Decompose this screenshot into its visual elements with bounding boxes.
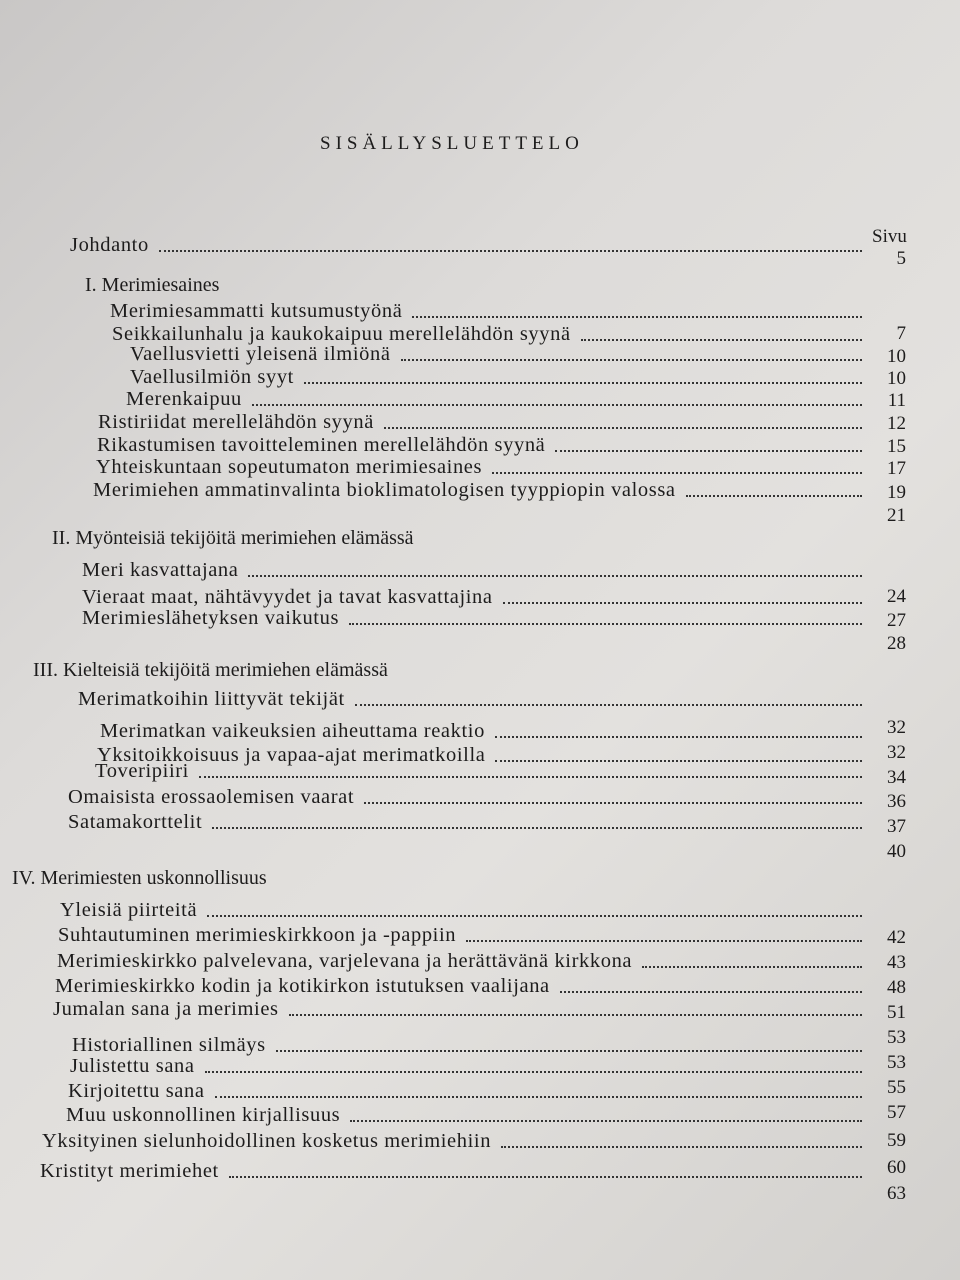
entry-page-number: 53 [887, 1027, 906, 1048]
entry-title: Merimieslähetyksen vaikutus [82, 607, 340, 629]
dot-leader [207, 915, 862, 917]
entry-title: Vaellusilmiön syyt [130, 366, 294, 388]
toc-entry[interactable] [55, 975, 866, 998]
dot-leader [355, 704, 862, 706]
chapter-heading: IV. Merimiesten uskonnollisuus [12, 867, 267, 889]
dot-leader [212, 827, 862, 829]
entry-title: Merimiehen ammatinvalinta bioklimatologisen tyyppiopin valossa [93, 479, 676, 501]
entry-page-number: 10 [887, 346, 906, 367]
toc-entry[interactable] [68, 786, 866, 809]
entry-page-number: 40 [887, 841, 906, 862]
entry-page-number: 12 [887, 413, 906, 434]
dot-leader [252, 404, 862, 406]
chapter-heading: I. Merimiesaines [85, 274, 220, 296]
dot-leader [581, 339, 862, 341]
dot-leader [466, 940, 862, 942]
entry-page-number: 37 [887, 816, 906, 837]
entry-title: Julistettu sana [70, 1055, 195, 1077]
entry-title: Merimatkoihin liittyvät tekijät [78, 688, 345, 710]
entry-title: Merenkaipuu [126, 388, 242, 410]
entry-title: Merimieskirkko palvelevana, varjelevana ja herättävänä kirkkona [57, 950, 633, 972]
chapter-heading: III. Kielteisiä tekijöitä merimiehen elämässä [33, 659, 388, 681]
toc-entry[interactable] [98, 411, 866, 434]
entry-title: Yleisiä piirteitä [60, 899, 198, 921]
dot-leader [642, 966, 862, 968]
toc-entry[interactable] [82, 559, 866, 582]
entry-page-number: 59 [887, 1130, 906, 1151]
toc-entry[interactable] [110, 300, 866, 323]
dot-leader [495, 736, 862, 738]
toc-entry[interactable] [53, 998, 866, 1021]
toc-entry[interactable] [82, 586, 866, 609]
entry-title: Satamakorttelit [68, 811, 203, 833]
dot-leader [501, 1146, 862, 1148]
entry-title: Muu uskonnollinen kirjallisuus [66, 1104, 341, 1126]
entry-title: Rikastumisen tavoitteleminen merellelähdön syynä [97, 434, 546, 456]
dot-leader [384, 427, 862, 429]
entry-title: Toveripiiri [95, 760, 189, 782]
toc-entry[interactable] [130, 343, 866, 366]
dot-leader [229, 1176, 862, 1178]
entry-page-number: 7 [896, 323, 906, 344]
entry-page-number: 51 [887, 1002, 906, 1023]
dot-leader [199, 776, 862, 778]
dot-leader [304, 382, 862, 384]
entry-page-number: 5 [896, 248, 906, 269]
entry-page-number: 32 [887, 717, 906, 738]
entry-title: Vieraat maat, nähtävyydet ja tavat kasvattajina [82, 586, 493, 608]
dot-leader [401, 359, 862, 361]
entry-page-number: 48 [887, 977, 906, 998]
entry-title: Omaisista erossaolemisen vaarat [68, 786, 355, 808]
toc-entry[interactable] [82, 607, 866, 630]
page-title: SISÄLLYSLUETTELO [320, 133, 584, 154]
toc-entry[interactable] [72, 1034, 866, 1057]
entry-title: Vaellusvietti yleisenä ilmiönä [130, 343, 391, 365]
entry-page-number: 21 [887, 505, 906, 526]
toc-entry[interactable] [126, 388, 866, 411]
entry-title: Jumalan sana ja merimies [53, 998, 279, 1020]
dot-leader [555, 450, 862, 452]
toc-entry[interactable] [130, 366, 866, 389]
entry-page-number: 28 [887, 633, 906, 654]
toc-entry[interactable] [70, 1055, 866, 1078]
chapter-heading: II. Myönteisiä tekijöitä merimiehen elämässä [52, 527, 414, 549]
entry-page-number: 10 [887, 368, 906, 389]
entry-title: Suhtautuminen merimieskirkkoon ja -pappiin [58, 924, 457, 946]
entry-title: Merimatkan vaikeuksien aiheuttama reaktio [100, 720, 485, 742]
entry-title: Merimieskirkko kodin ja kotikirkon istutuksen vaalijana [55, 975, 550, 997]
entry-title: Historiallinen silmäys [72, 1034, 266, 1056]
dot-leader [503, 602, 862, 604]
toc-entry[interactable] [96, 456, 866, 479]
entry-page-number: 36 [887, 791, 906, 812]
entry-title: Ristiriidat merellelähdön syynä [98, 411, 374, 433]
toc-entry[interactable] [68, 811, 866, 834]
entry-page-number: 11 [887, 390, 906, 411]
entry-title: Yksityinen sielunhoidollinen kosketus merimiehiin [42, 1130, 492, 1152]
entry-title: Kirjoitettu sana [68, 1080, 205, 1102]
dot-leader [349, 623, 862, 625]
dot-leader [492, 472, 862, 474]
toc-entry[interactable] [93, 479, 866, 502]
dot-leader [276, 1050, 862, 1052]
entry-title: Kristityt merimiehet [40, 1160, 219, 1182]
entry-page-number: 63 [887, 1183, 906, 1204]
toc-entry[interactable] [66, 1104, 866, 1127]
toc-entry[interactable] [68, 1080, 866, 1103]
toc-entry[interactable] [40, 1160, 866, 1183]
toc-entry[interactable] [42, 1130, 866, 1153]
entry-page-number: 24 [887, 586, 906, 607]
dot-leader [364, 802, 862, 804]
entry-page-number: 60 [887, 1157, 906, 1178]
dot-leader [205, 1071, 862, 1073]
dot-leader [560, 991, 862, 993]
dot-leader [248, 575, 862, 577]
dot-leader [350, 1120, 862, 1122]
entry-page-number: 43 [887, 952, 906, 973]
entry-title: Meri kasvattajana [82, 559, 239, 581]
entry-title: Merimiesammatti kutsumustyönä [110, 300, 403, 322]
entry-page-number: 19 [887, 482, 906, 503]
toc-entry[interactable] [100, 720, 866, 743]
toc-entry[interactable] [95, 760, 866, 783]
entry-title: Seikkailunhalu ja kaukokaipuu merellelähdön syynä [112, 323, 571, 345]
entry-page-number: 53 [887, 1052, 906, 1073]
toc-entry[interactable] [70, 234, 866, 257]
entry-page-number: 17 [887, 458, 906, 479]
entry-page-number: 32 [887, 742, 906, 763]
dot-leader [215, 1096, 862, 1098]
toc-entry[interactable] [57, 950, 866, 973]
dot-leader [686, 495, 862, 497]
entry-page-number: 34 [887, 767, 906, 788]
entry-title: Johdanto [70, 234, 149, 256]
entry-page-number: 27 [887, 610, 906, 631]
entry-page-number: 57 [887, 1102, 906, 1123]
dot-leader [289, 1014, 862, 1016]
toc-entry[interactable] [58, 924, 866, 947]
page-column-label: Sivu [872, 226, 907, 247]
entry-page-number: 15 [887, 436, 906, 457]
entry-title: Yksitoikkoisuus ja vapaa-ajat merimatkoilla [97, 744, 486, 766]
toc-entry[interactable] [97, 434, 866, 457]
entry-page-number: 42 [887, 927, 906, 948]
entry-page-number: 55 [887, 1077, 906, 1098]
toc-entry[interactable] [78, 688, 866, 711]
dot-leader [159, 250, 862, 252]
entry-title: Yhteiskuntaan sopeutumaton merimiesaines [96, 456, 483, 478]
dot-leader [412, 316, 862, 318]
toc-entry[interactable] [60, 899, 866, 922]
